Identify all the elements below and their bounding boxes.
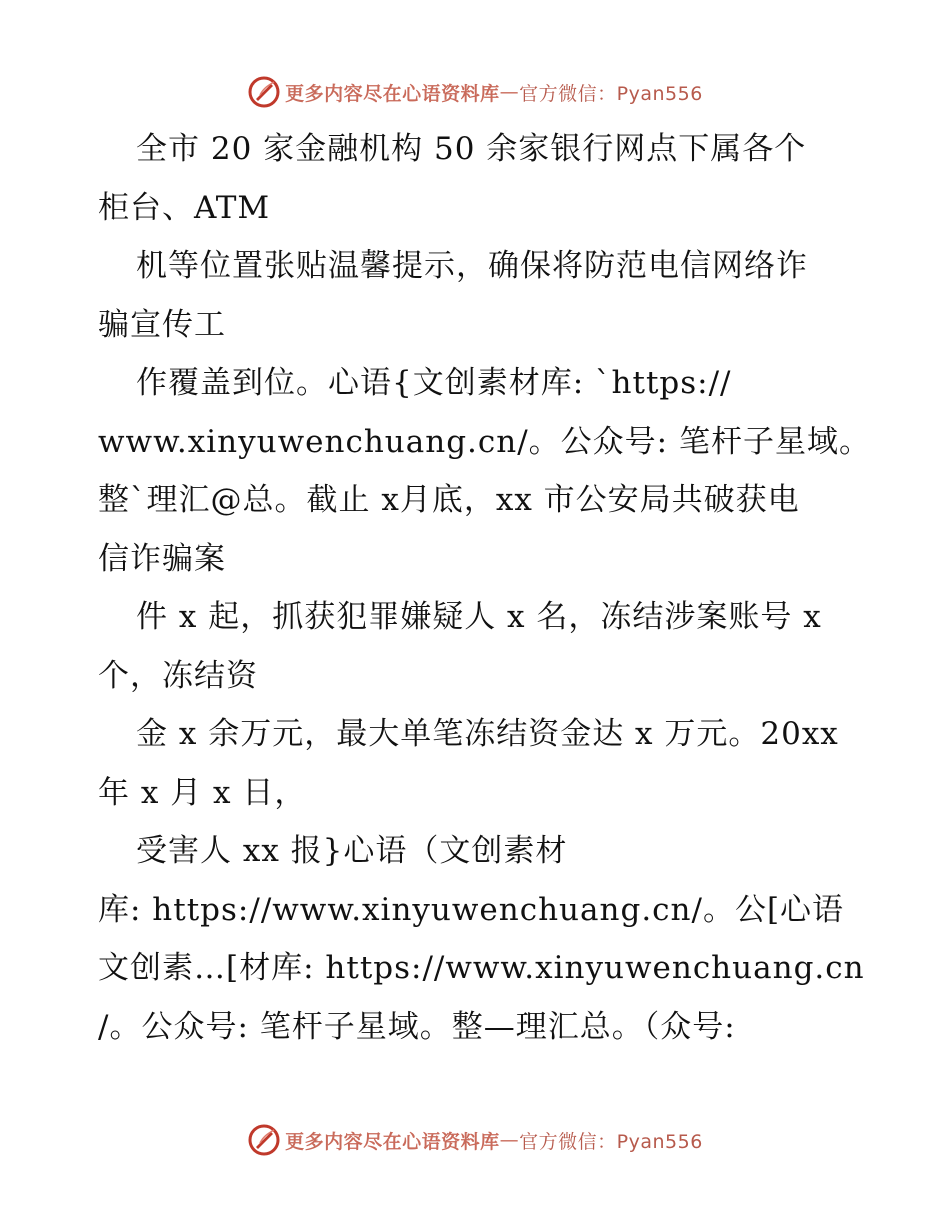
body-line: 库: https://www.xinyuwenchuang.cn/。公[心语 xyxy=(98,891,845,928)
body-line: 年 x 月 x 日， xyxy=(98,774,307,811)
body-line: 件 x 起，抓获犯罪嫌疑人 x 名，冻结涉案账号 x xyxy=(136,599,822,635)
banner-separator: — xyxy=(499,1129,520,1151)
body-line: 柜台、ATM xyxy=(98,189,271,226)
body-line: 骗宣传工 xyxy=(98,306,226,343)
header-banner xyxy=(0,72,950,112)
document-body xyxy=(98,120,888,1056)
footer-banner xyxy=(0,1120,950,1160)
body-line: 作覆盖到位。心语{文创素材库: `https:// xyxy=(136,365,732,401)
banner-main-text: 更多内容尽在心语资料库 xyxy=(285,1130,500,1153)
quill-circle-logo-icon xyxy=(247,1123,281,1157)
body-line: 信诈骗案 xyxy=(98,540,226,577)
body-line: 金 x 余万元，最大单笔冻结资金达 x 万元。20xx xyxy=(136,716,839,752)
banner-wechat-text: 官方微信：Pyan556 xyxy=(519,1130,703,1153)
banner-wechat-text: 官方微信：Pyan556 xyxy=(519,82,703,105)
banner-main-text: 更多内容尽在心语资料库 xyxy=(285,82,500,105)
body-line: 全市 20 家金融机构 50 余家银行网点下属各个 xyxy=(136,131,807,167)
body-line: 个，冻结资 xyxy=(98,657,258,694)
body-line: /。公众号: 笔杆子星域。整—理汇总。（众号: xyxy=(98,1008,736,1045)
banner-separator: — xyxy=(499,81,520,103)
body-line: www.xinyuwenchuang.cn/。公众号: 笔杆子星域。 xyxy=(98,423,871,460)
body-line: 受害人 xx 报}心语（文创素材 xyxy=(136,833,568,869)
quill-circle-logo-icon xyxy=(247,75,281,109)
body-line: 整`理汇@总。截止 x月底，xx 市公安局共破获电 xyxy=(98,482,800,518)
body-line: 机等位置张贴温馨提示，确保将防范电信网络诈 xyxy=(136,248,808,284)
body-line: 文创素…[材库: https://www.xinyuwenchuang.cn xyxy=(98,950,865,986)
